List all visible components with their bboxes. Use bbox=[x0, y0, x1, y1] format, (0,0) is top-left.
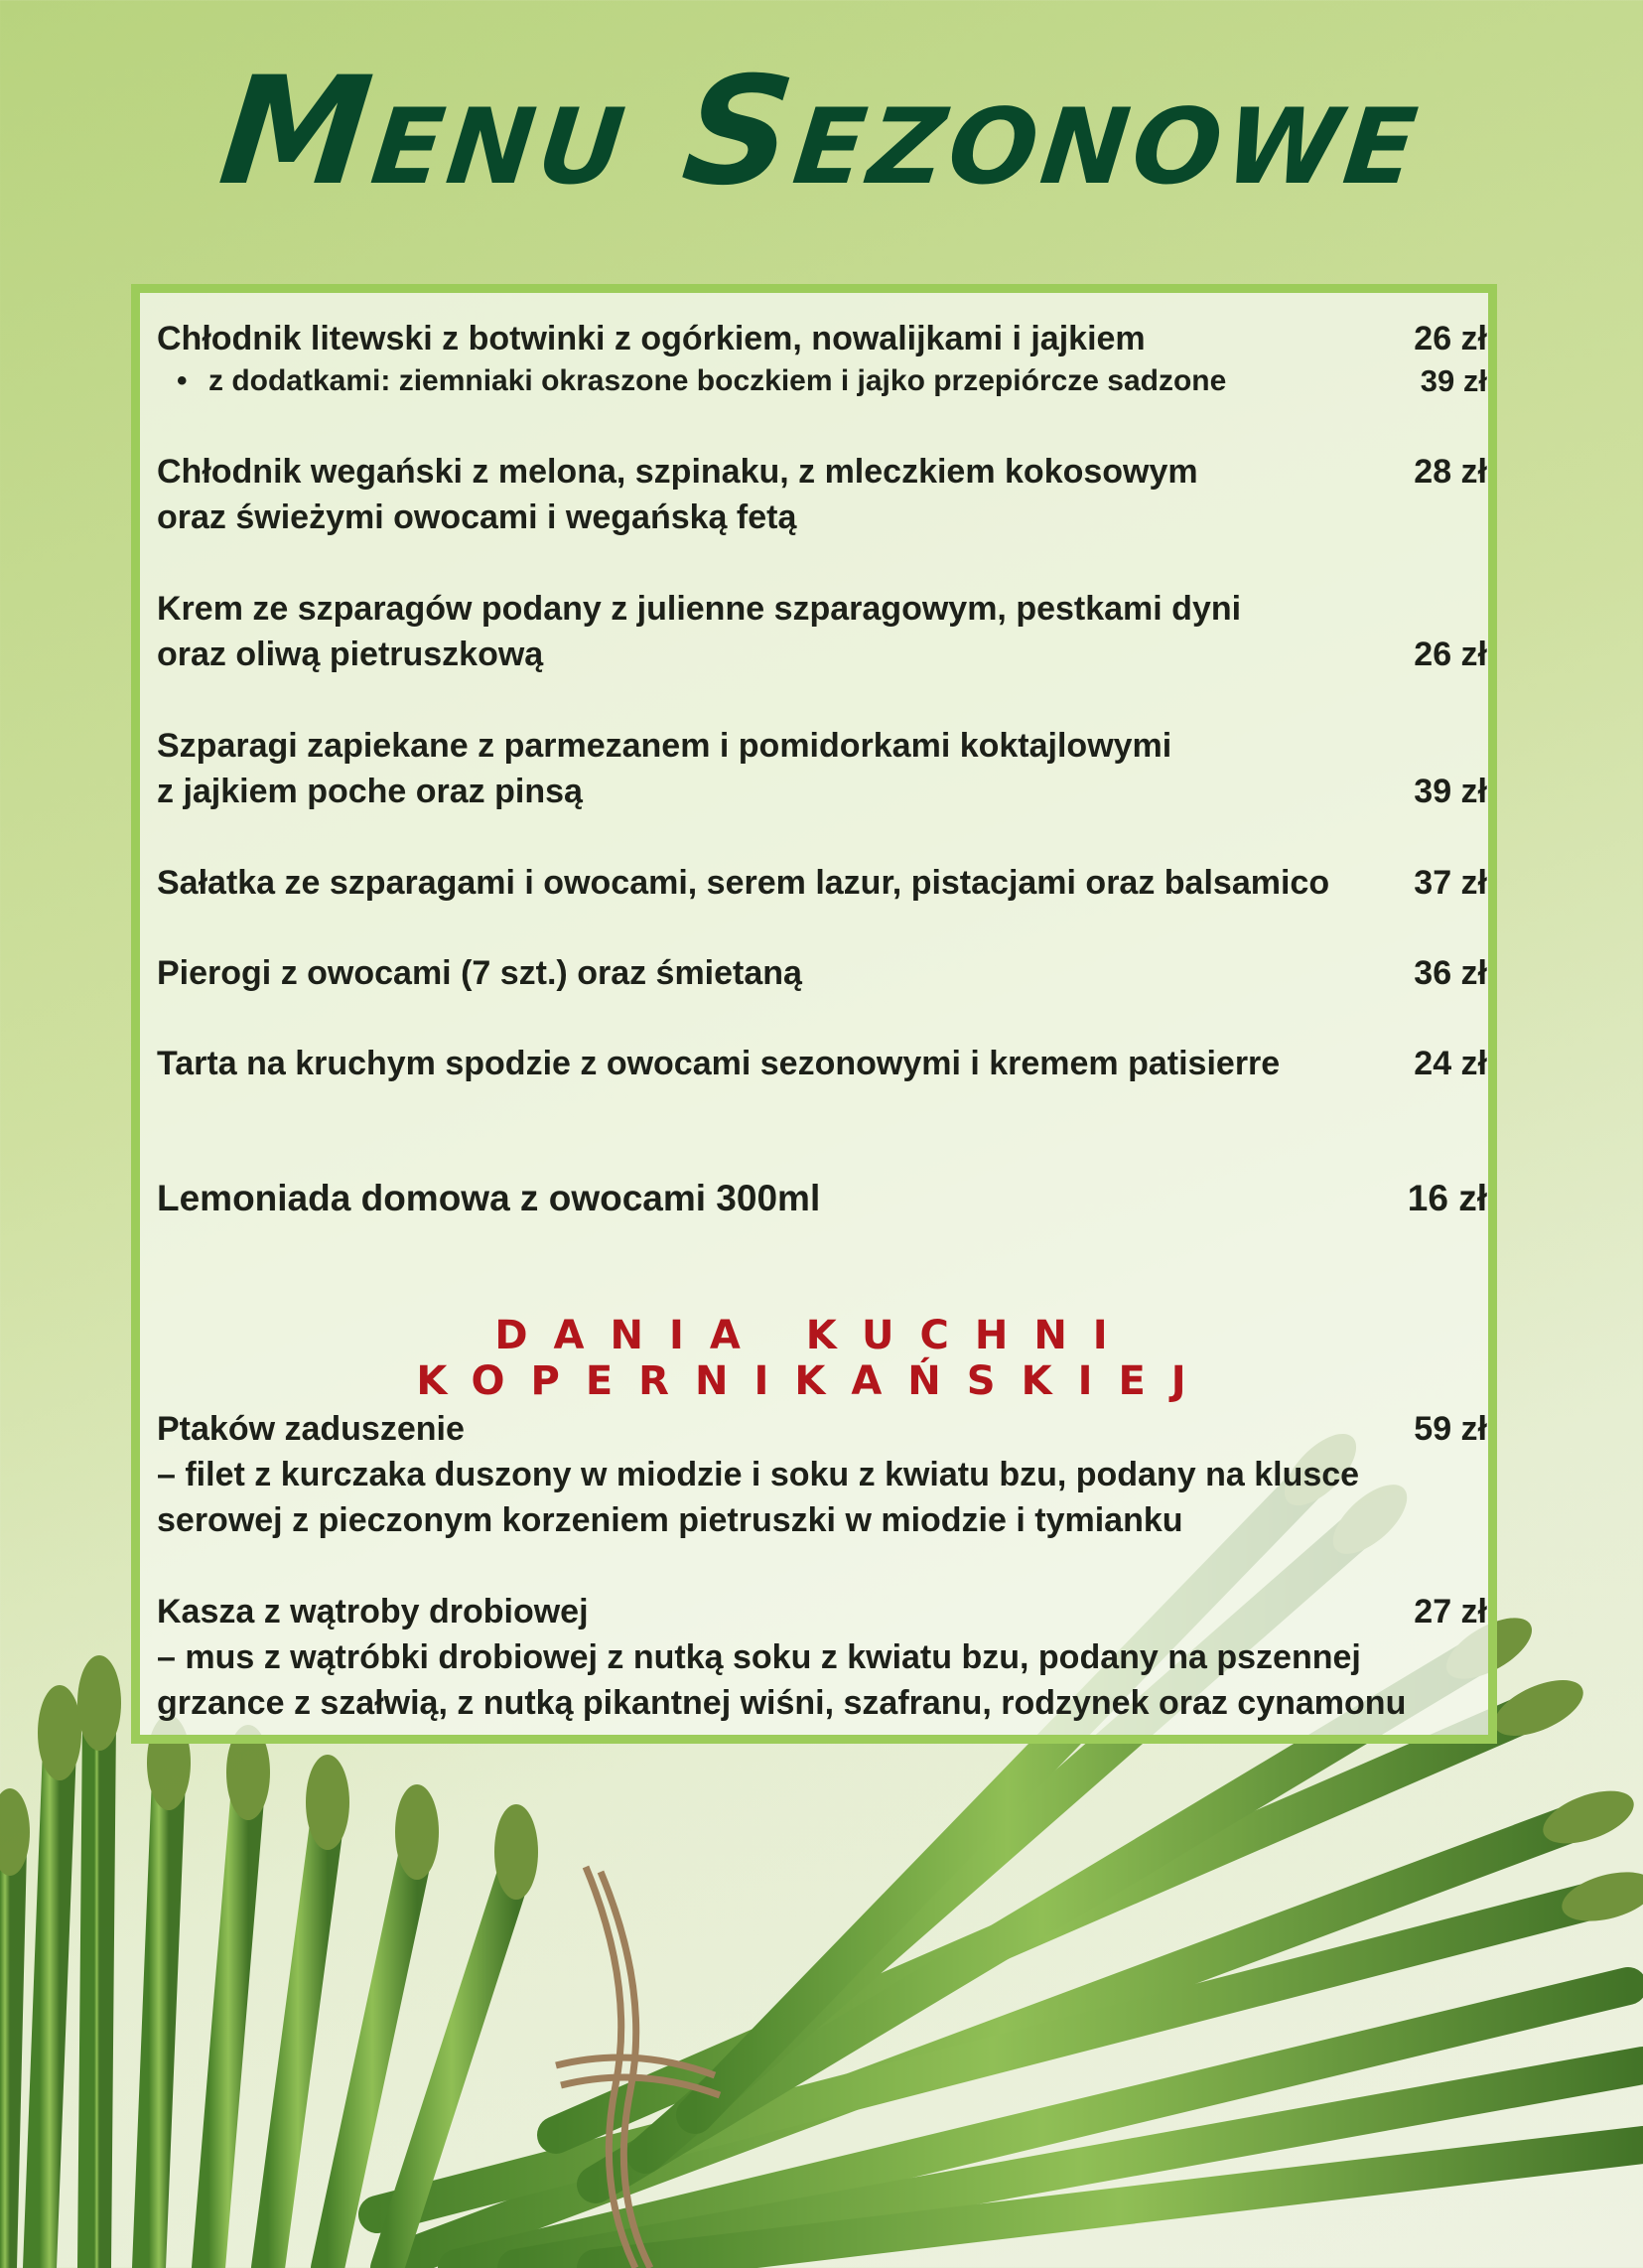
bullet-icon: • bbox=[177, 364, 188, 397]
item-line2: oraz świeżymi owocami i wegańską fetą bbox=[157, 498, 797, 536]
item-line2: oraz oliwą pietruszkową bbox=[157, 636, 544, 673]
menu-item bbox=[157, 316, 1487, 361]
item-price: 39 zł bbox=[1414, 773, 1487, 810]
item-price: 24 zł bbox=[1414, 1045, 1487, 1082]
item-line2: z jajkiem poche oraz pinsą bbox=[157, 773, 583, 810]
item-price: 36 zł bbox=[1414, 954, 1487, 992]
item-name: Chłodnik litewski z botwinki z ogórkiem, nowalijkami i jajkiem bbox=[157, 320, 1146, 357]
menu-item bbox=[157, 860, 1487, 906]
item-price: 26 zł bbox=[1414, 320, 1487, 357]
special-name: Kasza z wątroby drobiowej bbox=[157, 1593, 589, 1630]
special-item bbox=[157, 1589, 1487, 1726]
menu-item bbox=[157, 1176, 1487, 1221]
item-line1: Szparagi zapiekane z parmezanem i pomidorkami koktajlowymi bbox=[157, 727, 1172, 765]
section-title: DANIA KUCHNI KOPERNIKAŃSKIEJ bbox=[416, 1313, 1212, 1404]
item-name: Sałatka ze szparagami i owocami, serem lazur, pistacjami oraz balsamico bbox=[157, 864, 1330, 902]
special-price: 59 zł bbox=[1414, 1410, 1487, 1448]
special-desc1: – mus z wątróbki drobiowej z nutką soku z kwiatu bzu, podany na pszennej bbox=[157, 1638, 1361, 1676]
special-item bbox=[157, 1406, 1487, 1543]
menu-item bbox=[157, 586, 1487, 677]
item-name: Pierogi z owocami (7 szt.) oraz śmietaną bbox=[157, 954, 802, 992]
item-price: 16 zł bbox=[1407, 1178, 1487, 1218]
item-price: 26 zł bbox=[1414, 636, 1487, 673]
item-name: Tarta na kruchym spodzie z owocami sezonowymi i kremem patisierre bbox=[157, 1045, 1281, 1082]
menu-item bbox=[157, 1041, 1487, 1086]
subitem-price: 39 zł bbox=[1420, 363, 1487, 398]
menu-item bbox=[157, 449, 1487, 540]
item-line1: Krem ze szparagów podany z julienne szparagowym, pestkami dyni bbox=[157, 590, 1242, 628]
special-desc1: – filet z kurczaka duszony w miodzie i soku z kwiatu bzu, podany na klusce bbox=[157, 1456, 1360, 1493]
item-line1: Chłodnik wegański z melona, szpinaku, z mleczkiem kokosowym bbox=[157, 453, 1198, 491]
item-price: 28 zł bbox=[1414, 453, 1487, 491]
special-desc2: serowej z pieczonym korzeniem pietruszki w miodzie i tymianku bbox=[157, 1501, 1183, 1539]
subitem-name: z dodatkami: ziemniaki okraszone boczkiem i jajko przepiórcze sadzone bbox=[208, 364, 1227, 397]
menu-item bbox=[157, 950, 1487, 996]
menu-item bbox=[157, 723, 1487, 814]
special-price: 27 zł bbox=[1414, 1593, 1487, 1630]
item-name: Lemoniada domowa z owocami 300ml bbox=[157, 1178, 821, 1218]
menu-subitem bbox=[157, 361, 1487, 401]
menu-title: Menu Sezonowe bbox=[212, 46, 1431, 218]
item-price: 37 zł bbox=[1414, 864, 1487, 902]
special-desc2: grzance z szałwią, z nutką pikantnej wiśni, szafranu, rodzynek oraz cynamonu bbox=[157, 1684, 1407, 1722]
special-name: Ptaków zaduszenie bbox=[157, 1410, 465, 1448]
